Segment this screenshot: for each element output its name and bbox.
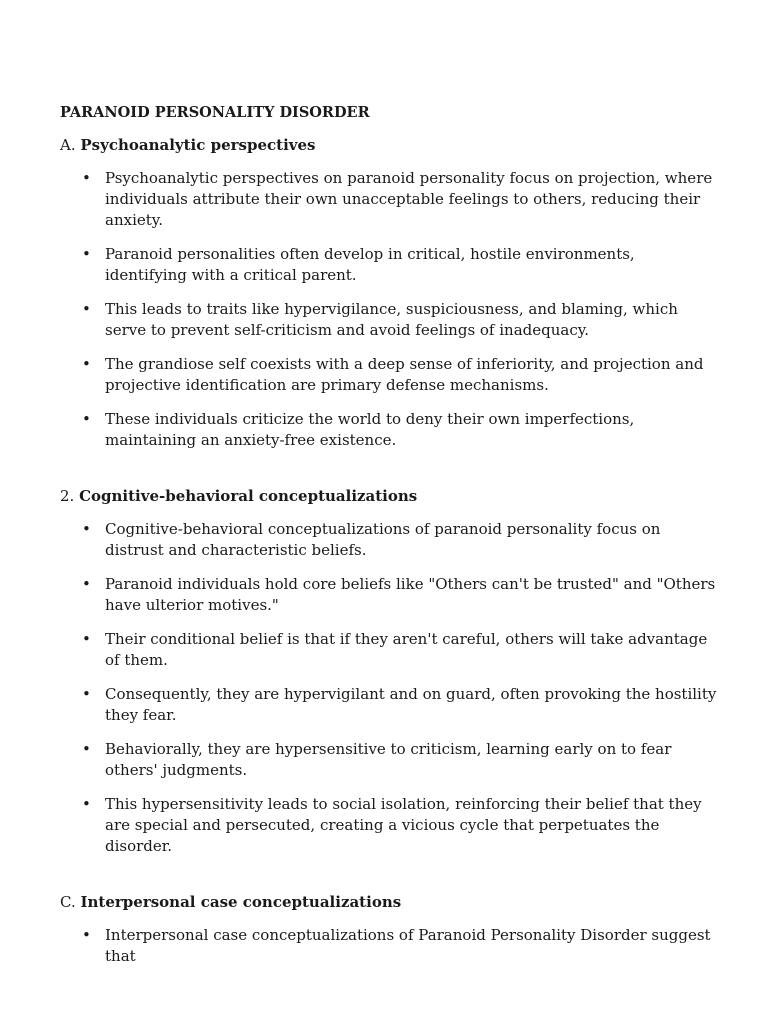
- section-heading-cognitive-behavioral: [60, 486, 720, 507]
- list-item: [60, 354, 720, 396]
- section-spacer: [60, 870, 720, 892]
- list-item: [60, 409, 720, 451]
- bullet-list-interpersonal: [60, 925, 720, 967]
- bullet-list-cognitive-behavioral: [60, 519, 720, 857]
- section-heading-interpersonal: [60, 892, 720, 913]
- section-label: Psychoanalytic perspectives: [80, 136, 316, 154]
- bullet-list-psychoanalytic: [60, 168, 720, 451]
- bullet-icon: •: [82, 740, 91, 758]
- section-label: Interpersonal case conceptualizations: [80, 893, 402, 911]
- list-item-text: Interpersonal case conceptualizations of Paranoid Personality Disorder suggest that: [105, 926, 711, 965]
- list-item: [60, 519, 720, 561]
- document-title: PARANOID PERSONALITY DISORDER: [60, 104, 370, 121]
- bullet-icon: •: [82, 795, 91, 813]
- list-item-text: Cognitive-behavioral conceptualizations of paranoid personality focus on distrust and characteristic beliefs.: [105, 520, 661, 559]
- list-item: [60, 684, 720, 726]
- section-heading-psychoanalytic: [60, 135, 720, 156]
- list-item: [60, 168, 720, 231]
- list-item-text: Paranoid personalities often develop in critical, hostile environments, identifying with a critical parent.: [105, 245, 635, 284]
- bullet-icon: •: [82, 410, 91, 428]
- list-item-text: These individuals criticize the world to deny their own imperfections, maintaining an anxiety-free existence.: [105, 410, 635, 449]
- list-item-text: Psychoanalytic perspectives on paranoid personality focus on projection, where individuals attribute their own unacceptable feelings to others, reducing their anxiety.: [105, 169, 713, 229]
- list-item: [60, 244, 720, 286]
- bullet-icon: •: [82, 245, 91, 263]
- bullet-icon: •: [82, 169, 91, 187]
- list-item-text: The grandiose self coexists with a deep sense of inferiority, and projection and projective identification are primary defense mechanisms.: [105, 355, 704, 394]
- list-item-text: This hypersensitivity leads to social isolation, reinforcing their belief that they are special and persecuted, creating a vicious cycle that perpetuates the disorder.: [105, 795, 702, 855]
- bullet-icon: •: [82, 355, 91, 373]
- bullet-icon: •: [82, 926, 91, 944]
- bullet-icon: •: [82, 575, 91, 593]
- list-item: [60, 794, 720, 857]
- section-spacer: [60, 464, 720, 486]
- list-item: [60, 739, 720, 781]
- section-prefix: A.: [60, 136, 76, 154]
- bullet-icon: •: [82, 630, 91, 648]
- bullet-icon: •: [82, 300, 91, 318]
- list-item-text: Paranoid individuals hold core beliefs like "Others can't be trusted" and "Others have ulterior motives.": [105, 575, 716, 614]
- bullet-icon: •: [82, 685, 91, 703]
- list-item: [60, 574, 720, 616]
- section-prefix: C.: [60, 893, 76, 911]
- list-item-text: Behaviorally, they are hypersensitive to criticism, learning early on to fear others' judgments.: [105, 740, 672, 779]
- section-label: Cognitive-behavioral conceptualizations: [79, 487, 418, 505]
- list-item: [60, 925, 720, 967]
- bullet-icon: •: [82, 520, 91, 538]
- list-item-text: This leads to traits like hypervigilance, suspiciousness, and blaming, which serve to prevent self-criticism and avoid feelings of inadequacy.: [105, 300, 678, 339]
- list-item-text: Their conditional belief is that if they aren't careful, others will take advantage of them.: [105, 630, 708, 669]
- document-page: [60, 102, 720, 980]
- list-item-text: Consequently, they are hypervigilant and on guard, often provoking the hostility they fear.: [105, 685, 717, 724]
- section-prefix: 2.: [60, 487, 75, 505]
- list-item: [60, 629, 720, 671]
- list-item: [60, 299, 720, 341]
